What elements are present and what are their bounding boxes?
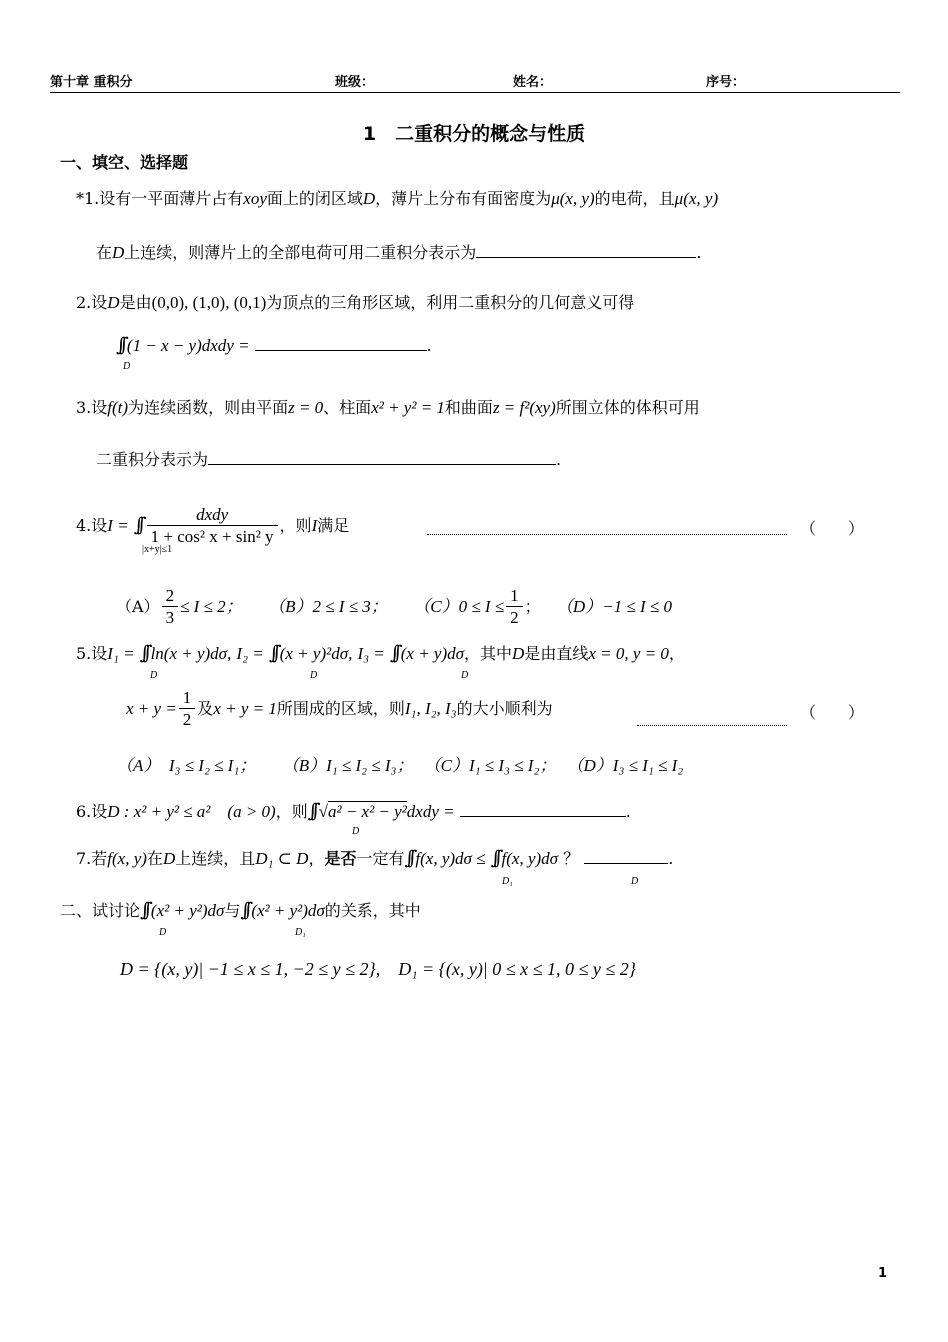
seq-label: 序号： [706, 75, 746, 90]
answer-paren-5[interactable]: （ ） [800, 703, 865, 722]
option-c[interactable]: （C）I₁ ≤ I₃ ≤ I₂； [423, 756, 557, 775]
question-5-options [116, 751, 683, 776]
question-2-line-2: ∫∫ (1 − x − y)dxdy = . [116, 334, 432, 356]
name-label: 姓名： [513, 75, 553, 90]
option-a[interactable]: （A） I₃ ≤ I₂ ≤ I₁； [116, 756, 257, 775]
integral-domain-5a: D [150, 670, 158, 681]
integral-domain-6: D [352, 826, 360, 837]
option-b[interactable]: （B）2 ≤ I ≤ 3； [268, 597, 388, 616]
question-3-line-2: 二重积分表示为 . [96, 450, 562, 469]
page-title: 1 二重积分的概念与性质 [362, 123, 586, 145]
answer-dotted-4[interactable] [427, 520, 787, 535]
question-6: 6.设D : x² + y² ≤ a² (a > 0)，则∫∫ √a² − x² − y²dxdy = . [76, 800, 631, 822]
question-1-line-1: *1.设有一平面薄片占有xoy面上的闭区域D，薄片上分布有面密度为μ(x, y)的电荷，且μ(x, y) [76, 189, 719, 208]
option-b[interactable]: （B）I₁ ≤ I₂ ≤ I₃； [281, 756, 414, 775]
header-rule [50, 92, 900, 93]
question-7: 7.若f(x, y)在D上连续，且D₁ ⊂ D，是否一定有∫∫ f(x, y)dσ ≤ ∫∫ f(x, y)dσ ？ . [76, 847, 674, 869]
option-c[interactable]: （C）0 ≤ I ≤ $\frac{1}{2}$ ； [413, 586, 541, 627]
answer-dotted-5[interactable] [637, 711, 787, 726]
question-5-line-1: 5.设I₁ = ∫∫ ln(x + y)dσ, I₂ = ∫∫ (x + y)²dσ, I₃ = ∫∫ (x + y)dσ，其中D是由直线x = 0, y = 0， [76, 642, 685, 664]
section-2-line-1: 二、试讨论∫∫ (x² + y²)dσ与∫∫ (x² + y²)dσ的关系，其中 [60, 899, 421, 921]
integral-domain-2: D [123, 361, 131, 372]
answer-blank-3[interactable] [208, 450, 556, 465]
question-4-line-1: 4.设I = ∫∫ $\frac{\text{dxdy}}{\text{1 + cos² x + sin² y}}$ ，则I满足 [76, 505, 350, 546]
integral-domain-5c: D [461, 670, 469, 681]
answer-blank-1[interactable] [476, 243, 696, 258]
answer-paren-4[interactable]: （ ） [800, 519, 865, 538]
section-heading-1: 一、填空、选择题 [60, 153, 189, 172]
option-d[interactable]: （D）−1 ≤ I ≤ 0 [555, 597, 673, 616]
answer-blank-6[interactable] [460, 802, 626, 817]
chapter-label: 第十章 重积分 [50, 75, 133, 90]
integral-domain-s2a: D [159, 927, 167, 938]
integral-domain-4: |x+y|≤1 [142, 544, 173, 555]
question-4-options [116, 586, 672, 629]
question-1-line-2: 在D上连续，则薄片上的全部电荷可用二重积分表示为 . [96, 243, 702, 262]
class-label: 班级： [335, 75, 375, 90]
option-a[interactable]: （A） $\frac{2}{3}$ ≤ I ≤ 2； [116, 586, 243, 627]
integral-domain-7a: D₁ [502, 876, 513, 887]
integral-domain-s2b: D₁ [295, 927, 306, 938]
page-number: 1 [878, 1266, 888, 1281]
integral-domain-7b: D [631, 876, 639, 887]
question-5-line-2: x + y = $\frac{1}{2}$ 及x + y = 1所围成的区域，则I₁, I₂, I₃的大小顺利为 [126, 688, 553, 729]
integral-domain-5b: D [310, 670, 318, 681]
answer-blank-7[interactable] [584, 849, 668, 864]
option-d[interactable]: （D）I₃ ≤ I₁ ≤ I₂ [566, 756, 684, 775]
answer-blank-2[interactable] [255, 336, 427, 351]
question-3-line-1: 3.设f(t)为连续函数，则由平面z = 0、柱面x² + y² = 1和曲面z = f²(xy)所围立体的体积可用 [76, 398, 700, 417]
question-2-line-1: 2.设D是由(0,0), (1,0), (0,1)为顶点的三角形区域，利用二重积分的几何意义可得 [76, 293, 635, 312]
domain-definition: D = {(x, y)| −1 ≤ x ≤ 1, −2 ≤ y ≤ 2}, D₁ = {(x, y)| 0 ≤ x ≤ 1, 0 ≤ y ≤ 2} [120, 959, 636, 979]
